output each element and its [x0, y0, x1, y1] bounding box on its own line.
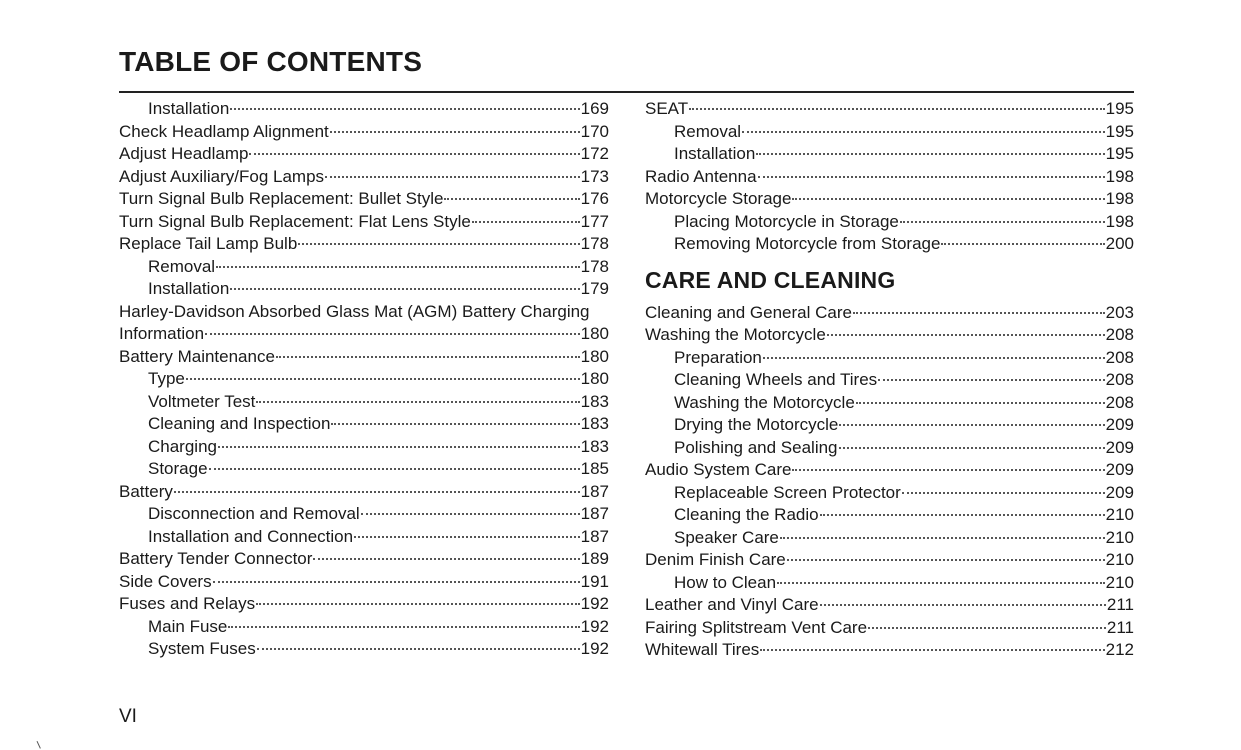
toc-entry-label: Motorcycle Storage: [645, 189, 792, 208]
dot-leader: [853, 312, 1105, 314]
toc-entry-page: 209: [1105, 482, 1134, 502]
toc-entry-page: 180: [580, 346, 609, 366]
toc-entry[interactable]: [119, 188, 609, 211]
toc-entry-page: 208: [1105, 370, 1134, 389]
toc-entry-page: 198: [1105, 166, 1134, 186]
toc-entry[interactable]: [119, 143, 609, 166]
toc-entry-label: Battery: [119, 481, 173, 501]
toc-entry-page: 173: [580, 166, 609, 186]
toc-entry-label: Side Covers: [119, 571, 212, 591]
toc-entry-page: 170: [580, 121, 609, 141]
dot-leader: [174, 491, 580, 493]
toc-entry-label: Adjust Headlamp: [119, 144, 249, 163]
dot-leader: [756, 153, 1104, 155]
toc-entry-label: Preparation: [674, 347, 762, 367]
toc-entry-page: 209: [1105, 460, 1134, 479]
scan-mark: [37, 739, 45, 748]
dot-leader: [354, 536, 580, 538]
toc-entry[interactable]: [645, 414, 1134, 437]
toc-entry[interactable]: [645, 392, 1134, 415]
toc-entry-label: Denim Finish Care: [645, 550, 786, 569]
toc-entry-page: 195: [1105, 121, 1134, 141]
toc-entry-page: 210: [1105, 572, 1134, 592]
toc-entry-page: 187: [580, 481, 609, 501]
dot-leader: [216, 266, 580, 268]
toc-entry[interactable]: [119, 391, 609, 414]
toc-entry[interactable]: [645, 639, 1134, 662]
dot-leader: [758, 176, 1105, 178]
section-heading-care-and-cleaning: CARE AND CLEANING: [645, 266, 896, 293]
toc-entry-page: 187: [580, 526, 609, 546]
toc-entry-page: 198: [1105, 211, 1134, 231]
dot-leader: [941, 243, 1104, 245]
toc-entry[interactable]: [119, 436, 609, 459]
toc-entry[interactable]: [645, 166, 1134, 189]
toc-entry-page: 208: [1105, 325, 1134, 344]
dot-leader: [213, 581, 580, 583]
toc-entry-label: Cleaning and General Care: [645, 302, 852, 322]
toc-entry-label: System Fuses: [148, 639, 256, 658]
dot-leader: [230, 108, 579, 110]
toc-entry[interactable]: [119, 571, 609, 594]
dot-leader: [839, 424, 1104, 426]
dot-leader: [330, 131, 580, 133]
dot-leader: [742, 131, 1105, 133]
toc-entry[interactable]: [119, 256, 609, 279]
toc-entry[interactable]: [645, 572, 1134, 595]
toc-entry-label: Installation: [674, 144, 756, 163]
toc-entry-label: Turn Signal Bulb Replacement: Flat Lens Style: [119, 211, 471, 231]
dot-leader: [902, 492, 1105, 494]
dot-leader: [313, 558, 579, 560]
toc-entry-label: SEAT: [645, 99, 689, 118]
toc-entry[interactable]: [645, 347, 1134, 370]
toc-entry[interactable]: [119, 458, 609, 481]
dot-leader: [900, 221, 1105, 223]
toc-entry-page: 183: [580, 391, 609, 411]
toc-entry[interactable]: [645, 121, 1134, 144]
toc-entry-label: Cleaning Wheels and Tires: [674, 370, 878, 389]
toc-entry-page: 192: [580, 594, 609, 613]
toc-entry-page: 187: [580, 504, 609, 523]
dot-leader: [218, 446, 580, 448]
toc-entry-label: Washing the Motorcycle: [674, 392, 855, 412]
dot-leader: [230, 288, 579, 290]
toc-entry-page: 192: [580, 639, 609, 658]
toc-entry-page: 172: [580, 144, 609, 163]
dot-leader: [209, 468, 580, 470]
dot-leader: [249, 153, 579, 155]
toc-entry[interactable]: [119, 233, 609, 256]
toc-entry-label: Main Fuse: [148, 616, 228, 636]
toc-entry-page: 209: [1105, 437, 1134, 457]
toc-entry-label: Audio System Care: [645, 460, 792, 479]
toc-entry[interactable]: [119, 368, 609, 391]
dot-leader: [777, 582, 1105, 584]
dot-leader: [856, 402, 1105, 404]
toc-entry[interactable]: [645, 143, 1134, 166]
toc-entry[interactable]: [119, 323, 609, 346]
toc-entry-label: Installation and Connection: [148, 526, 354, 546]
dot-leader: [878, 379, 1104, 381]
toc-entry-label: Replace Tail Lamp Bulb: [119, 234, 298, 253]
toc-entry-label: Turn Signal Bulb Replacement: Bullet Style: [119, 189, 444, 208]
toc-entry-label: Fairing Splitstream Vent Care: [645, 617, 868, 637]
toc-entry-page: 210: [1105, 527, 1134, 547]
dot-leader: [276, 356, 580, 358]
toc-entry-page: 210: [1105, 550, 1134, 569]
dot-leader: [298, 243, 579, 245]
toc-entry[interactable]: [119, 481, 609, 504]
toc-entry[interactable]: [645, 233, 1134, 256]
toc-entry[interactable]: [645, 369, 1134, 392]
dot-leader: [256, 603, 580, 605]
page-title: TABLE OF CONTENTS: [119, 46, 423, 77]
toc-entry-label: Charging: [148, 436, 217, 456]
toc-entry[interactable]: [119, 211, 609, 234]
toc-entry-page: 211: [1106, 617, 1134, 637]
toc-entry[interactable]: [119, 413, 609, 436]
toc-entry[interactable]: [119, 301, 609, 324]
toc-entry-label: Battery Tender Connector: [119, 549, 313, 568]
toc-entry[interactable]: [645, 437, 1134, 460]
toc-entry-label: Radio Antenna: [645, 166, 757, 186]
toc-entry-label: Cleaning the Radio: [674, 505, 819, 524]
toc-entry[interactable]: [119, 278, 609, 301]
toc-entry[interactable]: [645, 549, 1134, 572]
dot-leader: [820, 604, 1106, 606]
toc-entry-label: Removing Motorcycle from Storage: [674, 234, 941, 253]
dot-leader: [689, 108, 1104, 110]
toc-entry[interactable]: [119, 98, 609, 121]
toc-entry[interactable]: [119, 548, 609, 571]
toc-entry[interactable]: [645, 594, 1134, 617]
toc-entry-page: 192: [580, 616, 609, 636]
toc-entry-page: 189: [580, 549, 609, 568]
toc-entry-page: 195: [1105, 144, 1134, 163]
toc-entry-label: Harley-Davidson Absorbed Glass Mat (AGM) Battery Charging: [119, 301, 590, 321]
toc-entry-page: 200: [1105, 234, 1134, 253]
toc-entry-label: Removal: [148, 256, 216, 276]
toc-entry-label: Type: [148, 369, 185, 388]
toc-entry-label: Fuses and Relays: [119, 594, 256, 613]
toc-entry[interactable]: [645, 98, 1134, 121]
toc-entry[interactable]: [119, 166, 609, 189]
dot-leader: [820, 514, 1105, 516]
toc-entry[interactable]: [645, 324, 1134, 347]
dot-leader: [827, 334, 1105, 336]
toc-entry-page: 212: [1105, 640, 1134, 659]
toc-entry-label: Check Headlamp Alignment: [119, 121, 329, 141]
toc-entry-label: How to Clean: [674, 572, 777, 592]
toc-entry[interactable]: [645, 482, 1134, 505]
toc-entry-label: Installation: [148, 279, 230, 298]
toc-entry-label: Removal: [674, 121, 742, 141]
toc-entry[interactable]: [119, 346, 609, 369]
toc-left-column: [119, 98, 609, 661]
dot-leader: [205, 333, 580, 335]
toc-entry-label: Whitewall Tires: [645, 640, 760, 659]
toc-entry-label: Installation: [148, 99, 230, 118]
toc-entry-page: 183: [580, 414, 609, 433]
dot-leader: [792, 469, 1104, 471]
dot-leader: [325, 176, 580, 178]
toc-entry-label: Washing the Motorcycle: [645, 325, 826, 344]
toc-entry[interactable]: [645, 211, 1134, 234]
toc-entry[interactable]: [119, 638, 609, 661]
dot-leader: [257, 648, 580, 650]
toc-entry-page: 179: [580, 279, 609, 298]
toc-entry-label: Leather and Vinyl Care: [645, 595, 819, 614]
toc-entry-page: 208: [1105, 347, 1134, 367]
toc-entry-page: 203: [1105, 302, 1134, 322]
toc-entry-page: 209: [1105, 415, 1134, 434]
title-divider: [119, 91, 1134, 93]
toc-entry-page: 180: [580, 324, 609, 343]
dot-leader: [760, 649, 1104, 651]
toc-entry[interactable]: [119, 616, 609, 639]
toc-entry[interactable]: [119, 526, 609, 549]
dot-leader: [787, 559, 1105, 561]
dot-leader: [780, 537, 1105, 539]
toc-right-column: [645, 98, 1134, 662]
toc-entry[interactable]: [645, 527, 1134, 550]
toc-entry-label: Information: [119, 324, 205, 343]
toc-entry-page: 191: [580, 571, 609, 591]
toc-entry-label: Polishing and Sealing: [674, 437, 838, 457]
toc-entry-label: Placing Motorcycle in Storage: [674, 211, 899, 231]
toc-entry-page: 176: [580, 189, 609, 208]
toc-entry-label: Drying the Motorcycle: [674, 415, 839, 434]
dot-leader: [444, 198, 579, 200]
toc-entry-page: 195: [1105, 99, 1134, 118]
toc-entry-page: 177: [580, 211, 609, 231]
toc-entry[interactable]: [119, 503, 609, 526]
dot-leader: [763, 357, 1105, 359]
toc-entry-label: Adjust Auxiliary/Fog Lamps: [119, 166, 325, 186]
toc-entry-page: 178: [580, 256, 609, 276]
dot-leader: [792, 198, 1104, 200]
toc-entry-label: Replaceable Screen Protector: [674, 482, 901, 502]
toc-entry[interactable]: [645, 617, 1134, 640]
toc-entry-label: Disconnection and Removal: [148, 504, 360, 523]
toc-entry-page: 211: [1106, 595, 1134, 614]
toc-entry-page: 208: [1105, 392, 1134, 412]
toc-entry-label: Storage: [148, 459, 208, 478]
dot-leader: [228, 626, 579, 628]
dot-leader: [256, 401, 579, 403]
toc-entry-page: 210: [1105, 505, 1134, 524]
toc-entry[interactable]: [645, 302, 1134, 325]
toc-entry-label: Cleaning and Inspection: [148, 414, 331, 433]
dot-leader: [839, 447, 1105, 449]
dot-leader: [186, 378, 580, 380]
toc-entry-label: Speaker Care: [674, 527, 779, 547]
toc-entry[interactable]: [645, 459, 1134, 482]
toc-entry-page: 198: [1105, 189, 1134, 208]
toc-entry[interactable]: [645, 504, 1134, 527]
toc-entry-page: 169: [580, 99, 609, 118]
toc-entry-page: 183: [580, 436, 609, 456]
toc-entry[interactable]: [119, 121, 609, 144]
dot-leader: [472, 221, 580, 223]
toc-entry-page: 180: [580, 369, 609, 388]
toc-entry-page: 178: [580, 234, 609, 253]
toc-entry-label: Battery Maintenance: [119, 346, 275, 366]
dot-leader: [361, 513, 580, 515]
toc-entry-label: Voltmeter Test: [148, 391, 256, 411]
toc-entry-page: 185: [580, 459, 609, 478]
dot-leader: [868, 627, 1106, 629]
toc-entry[interactable]: [119, 593, 609, 616]
toc-entry[interactable]: [645, 188, 1134, 211]
footer-page-number: VI: [119, 706, 137, 727]
dot-leader: [331, 423, 579, 425]
